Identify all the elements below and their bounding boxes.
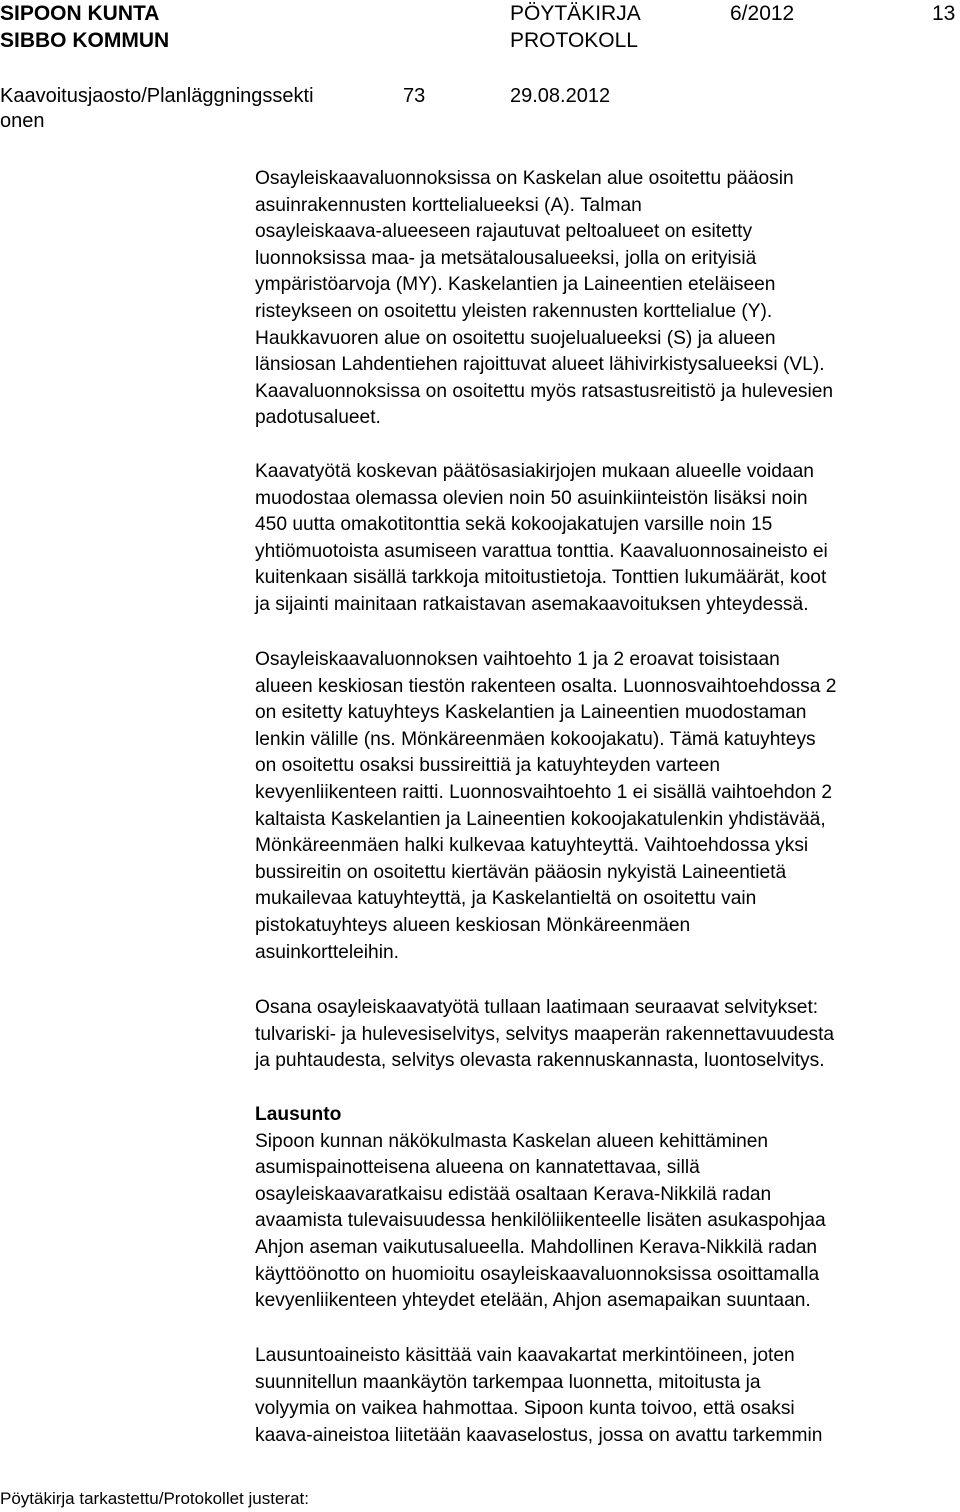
doc-number: 6/2012: [730, 2, 795, 25]
text-line: padotusalueet.: [255, 407, 381, 429]
text-line: Mönkäreenmäen halki kulkevaa katuyhteyttä. Vaihtoehdossa yksi: [255, 835, 809, 857]
text-line: kaltaista Kaskelantien ja Laineentien kokoojakatulenkin yhdistävää,: [255, 808, 826, 830]
text-line: luonnoksissa maa- ja metsätalousalueeksi, jolla on erityisiä: [255, 247, 757, 269]
text-line: muodostaa olemassa olevien noin 50 asuinkiinteistön lisäksi noin: [255, 487, 808, 509]
paragraph-4: [255, 995, 955, 1075]
text-line: risteykseen on osoitettu yleisten rakennusten korttelialue (Y).: [255, 300, 773, 322]
text-line: Lausuntoaineisto käsittää vain kaavakartat merkintöineen, joten: [255, 1345, 795, 1366]
org-name-fi: SIPOON KUNTA: [0, 2, 160, 25]
paragraph-2: [255, 459, 955, 619]
meeting-date: 29.08.2012: [510, 85, 611, 107]
org-name-sv: SIBBO KOMMUN: [0, 29, 170, 52]
text-line: mukailevaa katuyhteyttä, ja Kaskelantieltä on osoitettu vain: [255, 888, 757, 910]
text-line: ja puhtaudesta, selvitys olevasta rakennuskannasta, luontoselvitys.: [255, 1050, 825, 1072]
text-line: kevyenliikenteen raitti. Luonnosvaihtoehto 1 ei sisällä vaihtoehdon 2: [255, 781, 833, 803]
committee-name: Kaavoitusjaosto/Planläggningssekti: [0, 85, 314, 107]
text-line: osayleiskaavaratkaisu edistää osaltaan Kerava-Nikkilä radan: [255, 1183, 772, 1205]
text-line: Sipoon kunnan näkökulmasta Kaskelan alueen kehittäminen: [255, 1130, 769, 1152]
text-line: länsiosan Lahdentiehen rajoittuvat alueet lähivirkistysalueeksi (VL).: [255, 354, 825, 376]
text-line: kaava-aineistoa liitetään kaavaselostus, jossa on avattu tarkemmin: [255, 1424, 823, 1446]
committee-name-cont: onen: [0, 110, 45, 132]
text-line: Osana osayleiskaavatyötä tullaan laatimaan seuraavat selvitykset:: [255, 997, 819, 1018]
text-line: Kaavaluonnoksissa on osoitettu myös ratsastusreitistö ja hulevesien: [255, 380, 834, 402]
text-line: 450 uutta omakotitonttia sekä kokoojakatujen varsille noin 15: [255, 514, 773, 536]
statement-section: [255, 1102, 955, 1315]
text-line: kevyenliikenteen yhteydet etelään, Ahjon asemapaikan suuntaan.: [255, 1290, 811, 1312]
text-line: pistokatuyhteys alueen keskiosan Mönkäreenmäen: [255, 914, 691, 936]
text-line: kuitenkaan sisällä tarkkoja mitoitustietoja. Tonttien lukumäärät, koot: [255, 567, 827, 589]
text-line: bussireitin on osoitettu kiertävän pääosin nykyistä Laineentietä: [255, 861, 787, 883]
text-line: Osayleiskaavaluonnoksen vaihtoehto 1 ja 2 eroavat toisistaan: [255, 649, 780, 670]
text-line: volyymia on vaikea hahmottaa. Sipoon kunta toivoo, että osaksi: [255, 1398, 795, 1420]
text-line: tulvariski- ja hulevesiselvitys, selvitys maaperän rakennettavuudesta: [255, 1023, 835, 1045]
text-line: Haukkavuoren alue on osoitettu suojelualueeksi (S) ja alueen: [255, 327, 776, 349]
text-line: käyttöönotto on huomioitu osayleiskaavaluonnoksissa osoittamalla: [255, 1263, 820, 1285]
doc-type-sv: PROTOKOLL: [510, 29, 638, 52]
doc-type-fi: PÖYTÄKIRJA: [510, 2, 641, 25]
text-line: Osayleiskaavaluonnoksissa on Kaskelan alue osoitettu pääosin: [255, 168, 794, 189]
text-line: asumispainotteisena alueena on kannatettavaa, sillä: [255, 1157, 700, 1179]
text-line: ja sijainti mainitaan ratkaistavan asemakaavoituksen yhteydessä.: [255, 593, 809, 615]
text-line: yhtiömuotoista asumiseen varattua tonttia. Kaavaluonnosaineisto ei: [255, 540, 828, 562]
text-line: avaamista tulevaisuudessa henkilöliikenteelle lisäten asukaspohjaa: [255, 1210, 826, 1232]
text-line: osayleiskaava-alueeseen rajautuvat peltoalueet on esitetty: [255, 221, 753, 243]
statement-heading: Lausunto: [255, 1104, 342, 1125]
text-line: ympäristöarvoja (MY). Kaskelantien ja Laineentien eteläiseen: [255, 274, 776, 296]
text-line: Kaavatyötä koskevan päätösasiakirjojen mukaan alueelle voidaan: [255, 461, 814, 482]
section-number: 73: [403, 85, 426, 107]
page-number: 13: [932, 2, 956, 25]
text-line: on esitetty katuyhteys Kaskelantien ja Laineentien muodostaman: [255, 702, 807, 724]
footer-verification: Pöytäkirja tarkastettu/Protokollet justerat:: [0, 1489, 309, 1508]
text-line: on osoitettu osaksi bussireittiä ja katuyhteyden varteen: [255, 755, 721, 777]
text-line: asuinrakennusten korttelialueeksi (A). Talman: [255, 194, 642, 216]
text-line: asuinkortteleihin.: [255, 941, 399, 963]
text-line: lenkin välille (ns. Mönkäreenmäen kokoojakatu). Tämä katuyhteys: [255, 728, 816, 750]
paragraph-last: [255, 1343, 955, 1449]
text-line: alueen keskiosan tiestön rakenteen osalta. Luonnosvaihtoehdossa 2: [255, 675, 837, 697]
paragraph-1: [255, 166, 955, 432]
paragraph-3: [255, 647, 955, 966]
text-line: Ahjon aseman vaikutusalueella. Mahdollinen Kerava-Nikkilä radan: [255, 1236, 818, 1258]
text-line: suunnitellun maankäytön tarkempaa luonnetta, mitoitusta ja: [255, 1371, 761, 1393]
